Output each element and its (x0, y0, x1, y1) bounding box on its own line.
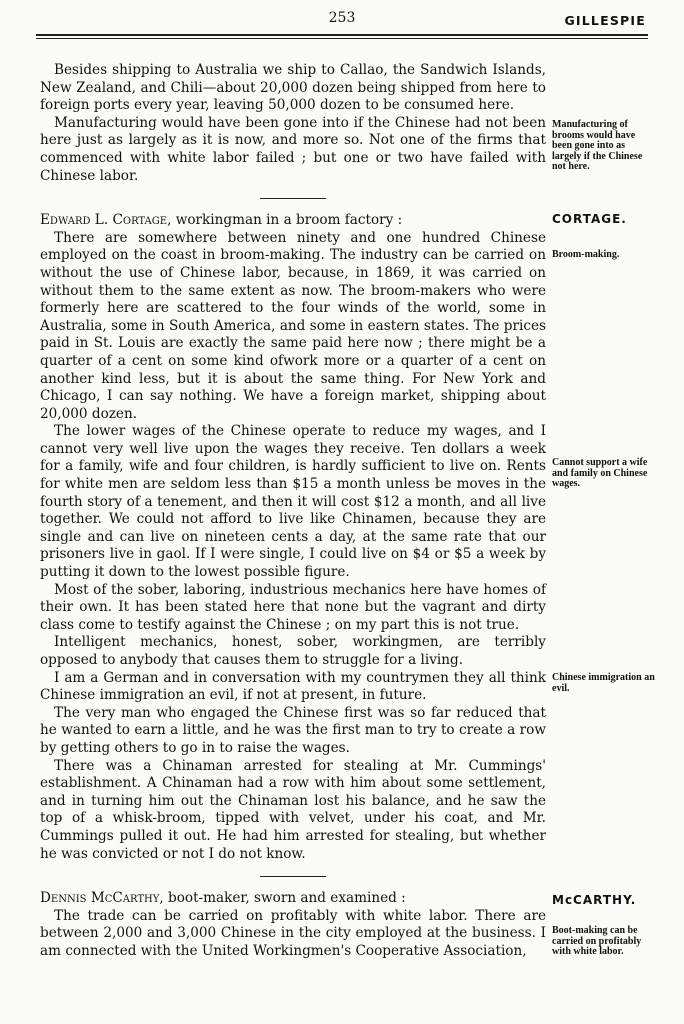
paragraph: The trade can be carried on profitably with white labor. There are between 2,000 and 3,000 Chinese in the city employed at the business. I am connected with the United Workingmen's Cooperative Association, (40, 907, 546, 959)
margin-note-mccarthy: McCARTHY. (552, 893, 637, 907)
page-number: 253 (328, 10, 356, 26)
paragraph: The lower wages of the Chinese operate to reduce my wages, and I cannot very well live upon the wages they receive. Ten dollars a week for a family, wife and four children, is hardly sufficient to live on. Rents for white men are seldom less than $15 a month unless be moves in the fourth story of a tenement, and then it will cost $12 a month, and all live together. We could not afford to live like Chinamen, because they are single and can live on nineteen cents a day, at the same rate that our prisoners live in gaol. If I were single, I could live on $4 or $5 a week by putting it down to the lowest possible figure. (40, 423, 546, 581)
margin-note-boot-making: Boot-making can be carried on profitably with white labor. (552, 925, 642, 958)
section-separator (260, 198, 326, 199)
page-header (36, 8, 648, 30)
margin-note-broom-making: Broom-making. (552, 249, 620, 260)
header-rule-thick (36, 34, 648, 36)
paragraph: I am a German and in conversation with my countrymen they all think Chinese immigration an evil, if not at present, in future. (40, 669, 546, 704)
main-text (40, 62, 546, 961)
paragraph: Intelligent mechanics, honest, sober, workingmen, are terribly opposed to anybody that causes them to struggle for a living. (40, 634, 546, 668)
witness-description: , boot-maker, sworn and examined : (159, 890, 406, 907)
margin-note-cannot-support: Cannot support a wife and family on Chinese wages. (552, 457, 648, 490)
margin-note-cortage: CORTAGE. (552, 212, 627, 226)
margin-note-immigration-evil: Chinese immigration an evil. (552, 672, 655, 694)
running-head: GILLESPIE (564, 13, 646, 28)
paragraph: There are somewhere between ninety and one hundred Chinese employed on the coast in broom-making. The industry can be carried on without the use of Chinese labor, because, in 1869, it was carried on without them to the same extent as now. The broom-makers who were formerly here are scattered to the four winds of the world, some in Australia, some in South America, and some in eastern states. The prices paid in St. Louis are exactly the same paid here now ; there might be a quarter of a cent on some kind ofwork more or a quarter of a cent on another kind less, but it is about the same thing. For New York and Chicago, I can say nothing. We have a foreign market, shipping about 20,000 dozen. (40, 229, 546, 422)
paragraph: Most of the sober, laboring, industrious mechanics here have homes of their own. It has been stated here that none but the vagrant and dirty class come to testify against the Chinese ; on my part this is not true. (40, 581, 546, 633)
witness-description: , workingman in a broom factory : (167, 212, 403, 229)
paragraph: Besides shipping to Australia we ship to Callao, the Sandwich Islands, New Zealand, and Chili—about 20,000 dozen being shipped from here to foreign ports every year, leaving 50,000 dozen to be consumed here. (40, 62, 546, 114)
witness-heading-cortage (40, 212, 546, 230)
paragraph: There was a Chinaman arrested for stealing at Mr. Cummings' establishment. A Chinaman had a row with him about some settlement, and in turning him out the Chinaman lost his balance, and he saw the top of a whisk-broom, tipped with velvet, under his coat, and Mr. Cummings pulled it out. He had him arrested for stealing, but whether he was convicted or not I do not know. (40, 757, 546, 862)
paragraph: Manufacturing would have been gone into if the Chinese had not been here just as largely as it is now, and more so. Not one of the firms that commenced with white labor failed ; but one or two have failed with Chinese labor. (40, 114, 546, 184)
paragraph: The very man who engaged the Chinese first was so far reduced that he wanted to earn a little, and he was the first man to try to create a row by getting others to go in to raise the wages. (40, 704, 546, 756)
margin-note-manufacturing: Manufacturing of brooms would have been gone into as largely if the Chinese not here. (552, 119, 643, 173)
section-separator (260, 876, 326, 877)
witness-name: Dennis McCarthy (40, 890, 160, 907)
witness-heading-mccarthy (40, 890, 546, 908)
witness-name: Edward L. Cortage (40, 212, 168, 229)
header-rule-thin (36, 38, 648, 39)
